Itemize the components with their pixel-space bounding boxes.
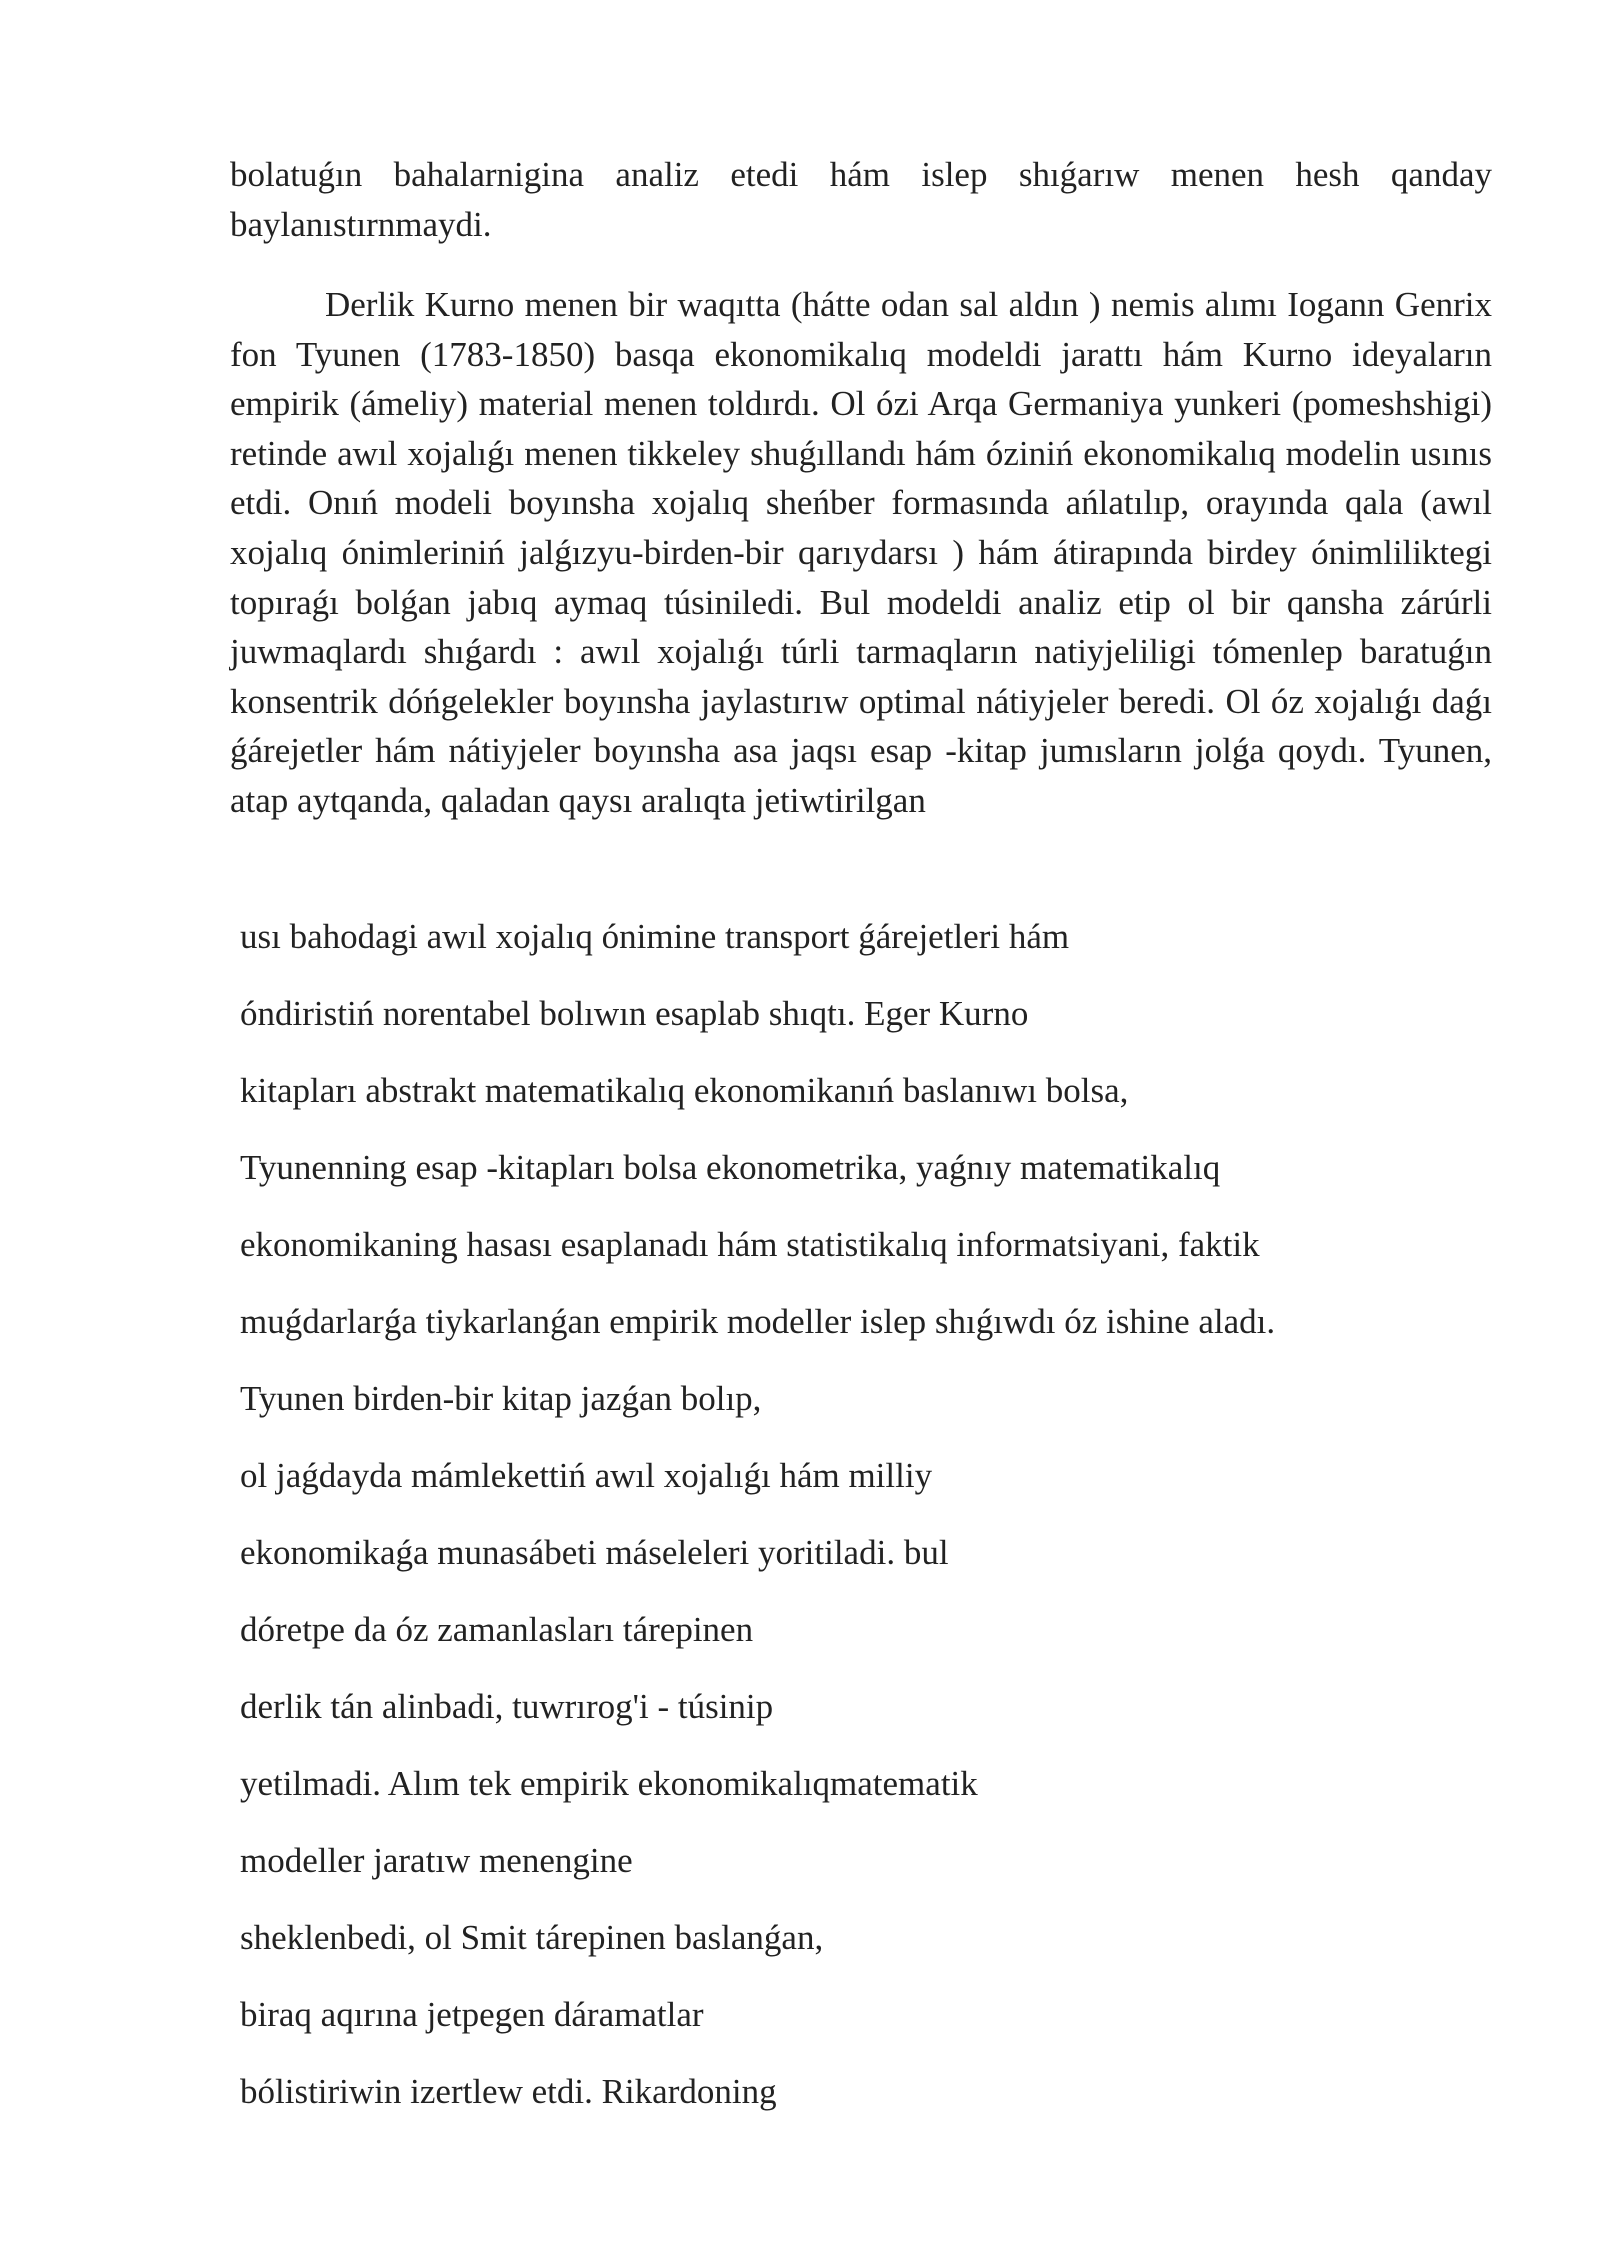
line-block	[240, 898, 1480, 2130]
text-line: ol jaǵdayda mámlekettiń awıl xojalıǵı hám milliy	[240, 1456, 933, 1495]
text-line: biraq aqırına jetpegen dáramatlar	[240, 1995, 704, 2034]
text-line: Tyunenning esap -kitapları bolsa ekonometrika, yaǵnıy matematikalıq	[240, 1148, 1221, 1187]
text-line: ekonomikaǵa munasábeti máseleleri yoritiladi. bul	[240, 1533, 949, 1572]
text-line: ekonomikaning hasası esaplanadı hám statistikalıq informatsiyani, faktik	[240, 1225, 1260, 1264]
text-line: Tyunen birden-bir kitap jazǵan bolıp,	[240, 1379, 762, 1418]
text-line: yetilmadi. Alım tek empirik ekonomikalıqmatematik	[240, 1764, 978, 1803]
text-line: óndiristiń norentabel bolıwın esaplab shıqtı. Eger Kurno	[240, 994, 1029, 1033]
paragraph-tyunen: Derlik Kurno menen bir waqıtta (hátte odan sal aldın ) nemis alımı Iogann Genrix fon Tyunen (1783-1850) basqa ekonomikalıq modeldi jarattı hám Kurno ideyaların empirik (ámeliy) material menen toldırdı. Ol ózi Arqa Germaniya yunkeri (pomeshshigi) retinde awıl xojalıǵı menen tikkeley shuǵıllandı hám óziniń ekonomikalıq modelin usınıs etdi. Onıń modeli boyınsha xojalıq sheńber formasında ańlatılıp, orayında qala (awıl xojalıq ónimleriniń jalǵızyu-birden-bir qarıydarsı ) hám átirapında birdey ónimliliktegi topıraǵı bolǵan jabıq aymaq túsiniledi. Bul modeldi analiz etip ol bir qansha zárúrli juwmaqlardı shıǵardı : awıl xojalıǵı túrli tarmaqların natiyjeliligi tómenlep baratuǵın konsentrik dóńgelekler boyınsha jaylastırıw optimal nátiyjeler beredi. Ol óz xojalıǵı daǵı ǵárejetler hám nátiyjeler boyınsha asa jaqsı esap -kitap jumısların jolǵa qoydı. Tyunen, atap aytqanda, qaladan qaysı aralıqta jetiwtirilgan	[230, 285, 1492, 820]
text-line: kitapları abstrakt matematikalıq ekonomikanıń baslanıwı bolsa,	[240, 1071, 1129, 1110]
text-line: derlik tán alinbadi, tuwrırog'i - túsinip	[240, 1687, 774, 1726]
text-line: usı bahodagi awıl xojalıq ónimine transport ǵárejetleri hám	[240, 917, 1070, 956]
text-line: sheklenbedi, ol Smit tárepinen baslanǵan,	[240, 1918, 824, 1957]
text-line: bólistiriwin izertlew etdi. Rikardoning	[240, 2072, 777, 2111]
paragraph-continuation: bolatuǵın bahalarnigina analiz etedi hám islep shıǵarıw menen hesh qanday baylanıstırnmaydi.	[230, 155, 1492, 244]
text-line: modeller jaratıw menengine	[240, 1841, 633, 1880]
text-line: muǵdarlarǵa tiykarlanǵan empirik modeller islep shıǵıwdı óz ishine aladı.	[240, 1302, 1276, 1341]
text-line: dóretpe da óz zamanlasları tárepinen	[240, 1610, 754, 1649]
